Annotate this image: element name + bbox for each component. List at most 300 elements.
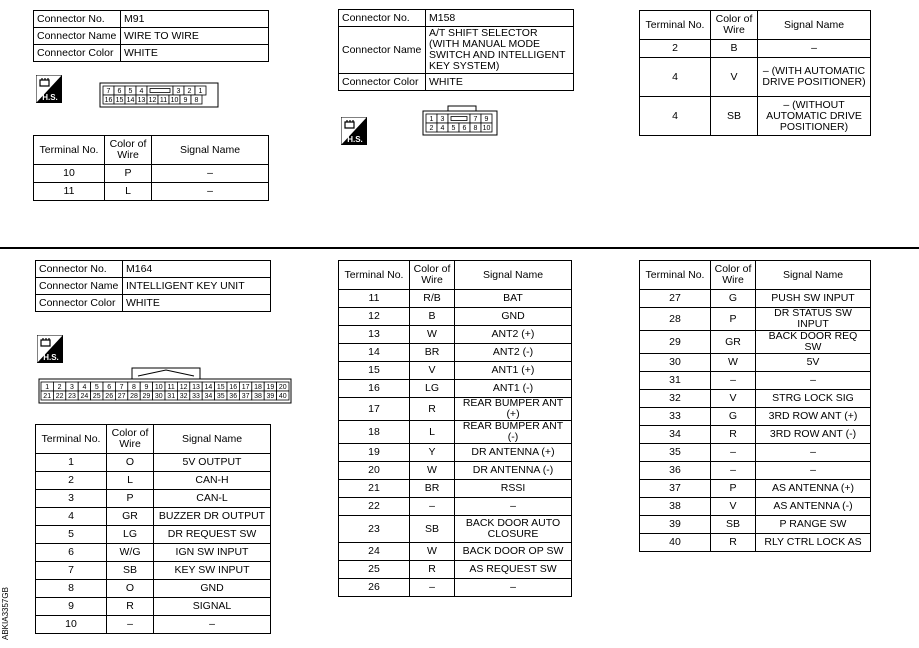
connector-pin-number: 34	[204, 392, 213, 400]
wire-color-cell: P	[105, 165, 152, 183]
signal-name-cell: BAT	[455, 290, 572, 308]
connector-pin-number: 23	[68, 392, 76, 400]
connector-pin-number: 22	[55, 392, 64, 400]
signal-name-cell: 3RD ROW ANT (+)	[756, 408, 871, 426]
connector-pin-number: 13	[192, 383, 200, 391]
connector-pin-number: 32	[179, 392, 188, 400]
signal-name-cell: –	[455, 498, 572, 516]
table-row	[640, 498, 871, 516]
table-row	[640, 480, 871, 498]
terminal-no-header: Terminal No.	[640, 261, 711, 290]
table-row	[339, 579, 572, 597]
terminal-no-header: Terminal No.	[36, 425, 107, 454]
svg-text:H.S.: H.S.	[347, 135, 363, 144]
signal-name-cell: CAN-H	[154, 472, 271, 490]
wire-color-cell: G	[711, 408, 756, 426]
table-row	[640, 408, 871, 426]
connector-info-m164	[35, 260, 271, 312]
connector-name-value: A/T SHIFT SELECTOR (WITH MANUAL MODE SWITCH AND INTELLIGENT KEY SYSTEM)	[426, 27, 574, 74]
connector-name-label: Connector Name	[36, 278, 123, 295]
wire-color-cell: W/G	[107, 544, 154, 562]
connector-pin-number: 33	[192, 392, 200, 400]
signal-name-cell: PUSH SW INPUT	[756, 290, 871, 308]
table-row	[339, 380, 572, 398]
connector-pin-number: 39	[266, 392, 275, 400]
connector-pin-number: 9	[144, 383, 149, 391]
wire-color-header: Color of Wire	[107, 425, 154, 454]
hs-harness-side-icon	[36, 75, 62, 103]
signal-name-cell: AS ANTENNA (+)	[756, 480, 871, 498]
table-row	[339, 326, 572, 344]
signal-name-cell: GND	[154, 580, 271, 598]
connector-pin-number: 36	[229, 392, 238, 400]
connector-pin-number: 11	[159, 96, 168, 104]
table-row	[640, 331, 871, 354]
signal-name-cell: BACK DOOR REQ SW	[756, 331, 871, 354]
connector-pin-number: 13	[137, 96, 146, 104]
connector-color-value: WHITE	[426, 74, 574, 91]
wire-color-cell: Y	[410, 444, 455, 462]
connector-pin-number: 20	[278, 383, 287, 391]
terminal-no-cell: 20	[339, 462, 410, 480]
connector-name-value: INTELLIGENT KEY UNIT	[123, 278, 271, 295]
connector-pin-number: 10	[154, 383, 163, 391]
signal-name-cell: CAN-L	[154, 490, 271, 508]
table-row	[640, 97, 871, 136]
table-row	[640, 444, 871, 462]
signal-name-cell: AS ANTENNA (-)	[756, 498, 871, 516]
terminal-table-m91	[33, 135, 269, 201]
terminal-no-cell: 6	[36, 544, 107, 562]
wire-color-cell: R	[410, 398, 455, 421]
wire-color-cell: W	[410, 543, 455, 561]
terminal-no-cell: 25	[339, 561, 410, 579]
table-row	[339, 398, 572, 421]
signal-name-cell: 5V OUTPUT	[154, 454, 271, 472]
signal-name-cell: –	[758, 40, 871, 58]
signal-name-header: Signal Name	[758, 11, 871, 40]
signal-name-cell: – (WITHOUT AUTOMATIC DRIVE POSITIONER)	[758, 97, 871, 136]
terminal-no-cell: 4	[36, 508, 107, 526]
signal-name-cell: BACK DOOR OP SW	[455, 543, 572, 561]
wire-color-cell: SB	[711, 97, 758, 136]
wire-color-cell: V	[711, 498, 756, 516]
terminal-no-cell: 14	[339, 344, 410, 362]
terminal-no-cell: 4	[640, 97, 711, 136]
connector-pin-number: 15	[115, 96, 124, 104]
wire-color-cell: –	[711, 372, 756, 390]
signal-name-cell: –	[756, 372, 871, 390]
terminal-no-cell: 11	[34, 183, 105, 201]
connector-pin-number: 40	[278, 392, 287, 400]
wire-color-cell: SB	[107, 562, 154, 580]
connector-color-label: Connector Color	[34, 45, 121, 62]
table-row	[339, 290, 572, 308]
table-row	[640, 462, 871, 480]
connector-pin-number: 2	[57, 383, 62, 391]
connector-color-value: WHITE	[123, 295, 271, 312]
connector-pin-number: 6	[117, 87, 122, 95]
table-row	[339, 480, 572, 498]
terminal-table-m164-part3	[639, 260, 871, 552]
terminal-no-header: Terminal No.	[640, 11, 711, 40]
connector-pin-number: 27	[117, 392, 126, 400]
signal-name-cell: ANT1 (+)	[455, 362, 572, 380]
signal-name-cell: ANT2 (+)	[455, 326, 572, 344]
connector-pin-number: 1	[45, 383, 50, 391]
table-row	[36, 562, 271, 580]
wire-color-cell: O	[107, 580, 154, 598]
table-row	[640, 372, 871, 390]
table-row	[36, 490, 271, 508]
connector-pin-number: 14	[126, 96, 135, 104]
signal-name-cell: BACK DOOR AUTO CLOSURE	[455, 516, 572, 543]
table-row	[34, 165, 269, 183]
connector-face-m91	[99, 82, 221, 108]
signal-name-cell: STRG LOCK SIG	[756, 390, 871, 408]
connector-pin-number: 6	[107, 383, 112, 391]
connector-no-label: Connector No.	[339, 10, 426, 27]
wire-color-cell: LG	[410, 380, 455, 398]
signal-name-cell: KEY SW INPUT	[154, 562, 271, 580]
wire-color-cell: B	[410, 308, 455, 326]
connector-info-m91	[33, 10, 269, 62]
connector-pin-number: 1	[429, 115, 434, 123]
signal-name-cell: AS REQUEST SW	[455, 561, 572, 579]
connector-pin-number: 2	[187, 87, 192, 95]
signal-name-cell: –	[455, 579, 572, 597]
connector-pin-number: 38	[254, 392, 262, 400]
hs-harness-side-icon	[37, 335, 63, 363]
terminal-no-cell: 2	[640, 40, 711, 58]
connector-pin-number: 15	[216, 383, 225, 391]
terminal-no-cell: 18	[339, 421, 410, 444]
connector-face-m164	[38, 362, 294, 406]
connector-pin-number: 25	[92, 392, 101, 400]
connector-pin-number: 11	[167, 383, 175, 391]
terminal-no-cell: 5	[36, 526, 107, 544]
table-row	[640, 516, 871, 534]
table-row	[339, 308, 572, 326]
table-row	[640, 354, 871, 372]
hs-harness-side-icon	[341, 117, 367, 145]
table-row	[339, 561, 572, 579]
terminal-no-cell: 29	[640, 331, 711, 354]
wire-color-cell: BR	[410, 480, 455, 498]
terminal-no-cell: 10	[34, 165, 105, 183]
connector-name-value: WIRE TO WIRE	[121, 28, 269, 45]
connector-pin-number: 3	[70, 383, 74, 391]
table-row	[36, 580, 271, 598]
wire-color-cell: R/B	[410, 290, 455, 308]
wire-color-cell: L	[105, 183, 152, 201]
connector-pin-number: 37	[241, 392, 250, 400]
svg-text:H.S.: H.S.	[43, 353, 59, 362]
connector-pin-number: 7	[473, 115, 478, 123]
connector-pin-number: 1	[198, 87, 203, 95]
signal-name-cell: DR REQUEST SW	[154, 526, 271, 544]
terminal-no-cell: 17	[339, 398, 410, 421]
connector-name-label: Connector Name	[34, 28, 121, 45]
connector-info-m158	[338, 9, 574, 91]
signal-name-header: Signal Name	[455, 261, 572, 290]
connector-face-m158	[422, 103, 502, 137]
connector-pin-number: 5	[128, 87, 133, 95]
connector-color-label: Connector Color	[36, 295, 123, 312]
table-row	[36, 598, 271, 616]
table-row	[339, 462, 572, 480]
connector-pin-number: 30	[154, 392, 163, 400]
wire-color-cell: R	[107, 598, 154, 616]
connector-pin-number: 9	[183, 96, 188, 104]
wire-color-header: Color of Wire	[105, 136, 152, 165]
table-row	[339, 421, 572, 444]
terminal-no-cell: 30	[640, 354, 711, 372]
wire-color-cell: –	[711, 444, 756, 462]
connector-pin-number: 26	[105, 392, 114, 400]
connector-pin-number: 5	[94, 383, 99, 391]
terminal-no-cell: 22	[339, 498, 410, 516]
connector-pin-number: 6	[462, 124, 467, 132]
wire-color-cell: –	[711, 462, 756, 480]
wire-color-cell: P	[107, 490, 154, 508]
wire-color-cell: GR	[711, 331, 756, 354]
connector-lock-icon	[451, 117, 467, 121]
signal-name-cell: IGN SW INPUT	[154, 544, 271, 562]
connector-color-label: Connector Color	[339, 74, 426, 91]
wire-color-cell: V	[410, 362, 455, 380]
signal-name-cell: 3RD ROW ANT (-)	[756, 426, 871, 444]
connector-pin-number: 19	[266, 383, 275, 391]
table-row	[640, 426, 871, 444]
connector-lock-icon	[150, 89, 170, 93]
svg-text:H.S.: H.S.	[42, 93, 58, 102]
terminal-no-cell: 15	[339, 362, 410, 380]
signal-name-cell: DR ANTENNA (-)	[455, 462, 572, 480]
terminal-no-cell: 16	[339, 380, 410, 398]
table-row	[36, 544, 271, 562]
signal-name-cell: –	[756, 462, 871, 480]
connector-pin-number: 18	[254, 383, 262, 391]
connector-pin-number: 12	[148, 96, 157, 104]
table-row	[36, 454, 271, 472]
table-row	[36, 508, 271, 526]
table-row	[339, 362, 572, 380]
connector-pin-number: 17	[241, 383, 250, 391]
connector-pin-number: 28	[130, 392, 138, 400]
signal-name-cell: GND	[455, 308, 572, 326]
signal-name-cell: –	[154, 616, 271, 634]
table-row	[339, 344, 572, 362]
table-row	[36, 616, 271, 634]
connector-pin-number: 4	[139, 87, 144, 95]
signal-name-cell: DR STATUS SW INPUT	[756, 308, 871, 331]
connector-no-label: Connector No.	[36, 261, 123, 278]
table-row	[34, 183, 269, 201]
signal-name-cell: REAR BUMPER ANT (+)	[455, 398, 572, 421]
wire-color-cell: SB	[410, 516, 455, 543]
connector-no-label: Connector No.	[34, 11, 121, 28]
wire-color-cell: R	[711, 426, 756, 444]
terminal-no-cell: 26	[339, 579, 410, 597]
connector-name-label: Connector Name	[339, 27, 426, 74]
table-row	[640, 390, 871, 408]
connector-pin-number: 12	[179, 383, 188, 391]
terminal-no-cell: 34	[640, 426, 711, 444]
connector-pin-number: 16	[104, 96, 113, 104]
connector-pin-number: 8	[473, 124, 478, 132]
wire-color-cell: G	[711, 290, 756, 308]
table-row	[339, 516, 572, 543]
connector-pin-number: 5	[451, 124, 456, 132]
terminal-no-cell: 37	[640, 480, 711, 498]
wire-color-cell: V	[711, 58, 758, 97]
wire-color-header: Color of Wire	[711, 11, 758, 40]
connector-pin-number: 2	[429, 124, 434, 132]
signal-name-cell: REAR BUMPER ANT (-)	[455, 421, 572, 444]
signal-name-cell: –	[756, 444, 871, 462]
signal-name-cell: ANT1 (-)	[455, 380, 572, 398]
wire-color-cell: W	[711, 354, 756, 372]
terminal-no-cell: 33	[640, 408, 711, 426]
terminal-no-cell: 31	[640, 372, 711, 390]
terminal-no-cell: 36	[640, 462, 711, 480]
terminal-no-cell: 1	[36, 454, 107, 472]
connector-pin-number: 7	[119, 383, 124, 391]
table-row	[640, 58, 871, 97]
wire-color-cell: R	[410, 561, 455, 579]
signal-name-cell: –	[152, 183, 269, 201]
table-row	[640, 534, 871, 552]
connector-pin-number: 14	[204, 383, 213, 391]
terminal-no-cell: 28	[640, 308, 711, 331]
terminal-no-cell: 40	[640, 534, 711, 552]
wire-color-cell: L	[410, 421, 455, 444]
signal-name-cell: BUZZER DR OUTPUT	[154, 508, 271, 526]
table-row	[36, 526, 271, 544]
signal-name-cell: 5V	[756, 354, 871, 372]
table-row	[36, 472, 271, 490]
connector-pin-number: 4	[440, 124, 445, 132]
connector-pin-number: 10	[482, 124, 491, 132]
wire-color-cell: P	[711, 308, 756, 331]
terminal-no-cell: 3	[36, 490, 107, 508]
connector-pin-number: 8	[132, 383, 136, 391]
signal-name-cell: ANT2 (-)	[455, 344, 572, 362]
wire-color-header: Color of Wire	[711, 261, 756, 290]
terminal-table-m158	[639, 10, 871, 136]
terminal-no-cell: 4	[640, 58, 711, 97]
connector-no-value: M164	[123, 261, 271, 278]
connector-pin-number: 24	[80, 392, 89, 400]
connector-pin-number: 10	[170, 96, 179, 104]
connector-pin-number: 29	[142, 392, 151, 400]
terminal-no-cell: 10	[36, 616, 107, 634]
signal-name-cell: – (WITH AUTOMATIC DRIVE POSITIONER)	[758, 58, 871, 97]
connector-pin-number: 8	[194, 96, 199, 104]
connector-pin-number: 7	[106, 87, 111, 95]
terminal-no-cell: 12	[339, 308, 410, 326]
terminal-no-cell: 2	[36, 472, 107, 490]
terminal-no-cell: 11	[339, 290, 410, 308]
wire-color-cell: SB	[711, 516, 756, 534]
connector-no-value: M158	[426, 10, 574, 27]
wire-color-cell: –	[410, 498, 455, 516]
terminal-no-cell: 24	[339, 543, 410, 561]
terminal-table-m164-part1	[35, 424, 271, 634]
figure-code: ABKIA3357GB	[1, 587, 10, 640]
connector-pin-number: 4	[82, 383, 87, 391]
wire-color-cell: O	[107, 454, 154, 472]
connector-pin-number: 9	[484, 115, 489, 123]
wire-color-cell: W	[410, 462, 455, 480]
table-row	[640, 308, 871, 331]
terminal-no-cell: 21	[339, 480, 410, 498]
wire-color-cell: –	[410, 579, 455, 597]
signal-name-cell: –	[152, 165, 269, 183]
connector-pin-number: 16	[229, 383, 238, 391]
signal-name-cell: DR ANTENNA (+)	[455, 444, 572, 462]
signal-name-cell: P RANGE SW	[756, 516, 871, 534]
wire-color-header: Color of Wire	[410, 261, 455, 290]
terminal-no-cell: 32	[640, 390, 711, 408]
wire-color-cell: R	[711, 534, 756, 552]
wire-color-cell: B	[711, 40, 758, 58]
wire-color-cell: –	[107, 616, 154, 634]
connector-no-value: M91	[121, 11, 269, 28]
signal-name-cell: RLY CTRL LOCK AS	[756, 534, 871, 552]
wire-color-cell: L	[107, 472, 154, 490]
connector-pin-number: 35	[216, 392, 225, 400]
signal-name-cell: SIGNAL	[154, 598, 271, 616]
signal-name-header: Signal Name	[756, 261, 871, 290]
connector-pin-number: 21	[43, 392, 52, 400]
terminal-no-header: Terminal No.	[339, 261, 410, 290]
terminal-no-cell: 35	[640, 444, 711, 462]
terminal-no-cell: 7	[36, 562, 107, 580]
table-row	[339, 543, 572, 561]
terminal-table-m164-part2	[338, 260, 572, 597]
terminal-no-cell: 39	[640, 516, 711, 534]
connector-pin-number: 3	[440, 115, 445, 123]
terminal-no-cell: 38	[640, 498, 711, 516]
connector-pin-number: 3	[176, 87, 181, 95]
table-row	[640, 290, 871, 308]
connector-color-value: WHITE	[121, 45, 269, 62]
table-row	[640, 40, 871, 58]
table-row	[339, 444, 572, 462]
wire-color-cell: V	[711, 390, 756, 408]
wire-color-cell: GR	[107, 508, 154, 526]
wire-color-cell: P	[711, 480, 756, 498]
terminal-no-cell: 13	[339, 326, 410, 344]
terminal-no-cell: 9	[36, 598, 107, 616]
wire-color-cell: LG	[107, 526, 154, 544]
terminal-no-header: Terminal No.	[34, 136, 105, 165]
terminal-no-cell: 23	[339, 516, 410, 543]
terminal-no-cell: 8	[36, 580, 107, 598]
terminal-no-cell: 19	[339, 444, 410, 462]
connector-pin-number: 31	[167, 392, 176, 400]
signal-name-header: Signal Name	[152, 136, 269, 165]
wire-color-cell: W	[410, 326, 455, 344]
terminal-no-cell: 27	[640, 290, 711, 308]
signal-name-header: Signal Name	[154, 425, 271, 454]
signal-name-cell: RSSI	[455, 480, 572, 498]
wire-color-cell: BR	[410, 344, 455, 362]
table-row	[339, 498, 572, 516]
section-divider	[0, 247, 919, 249]
